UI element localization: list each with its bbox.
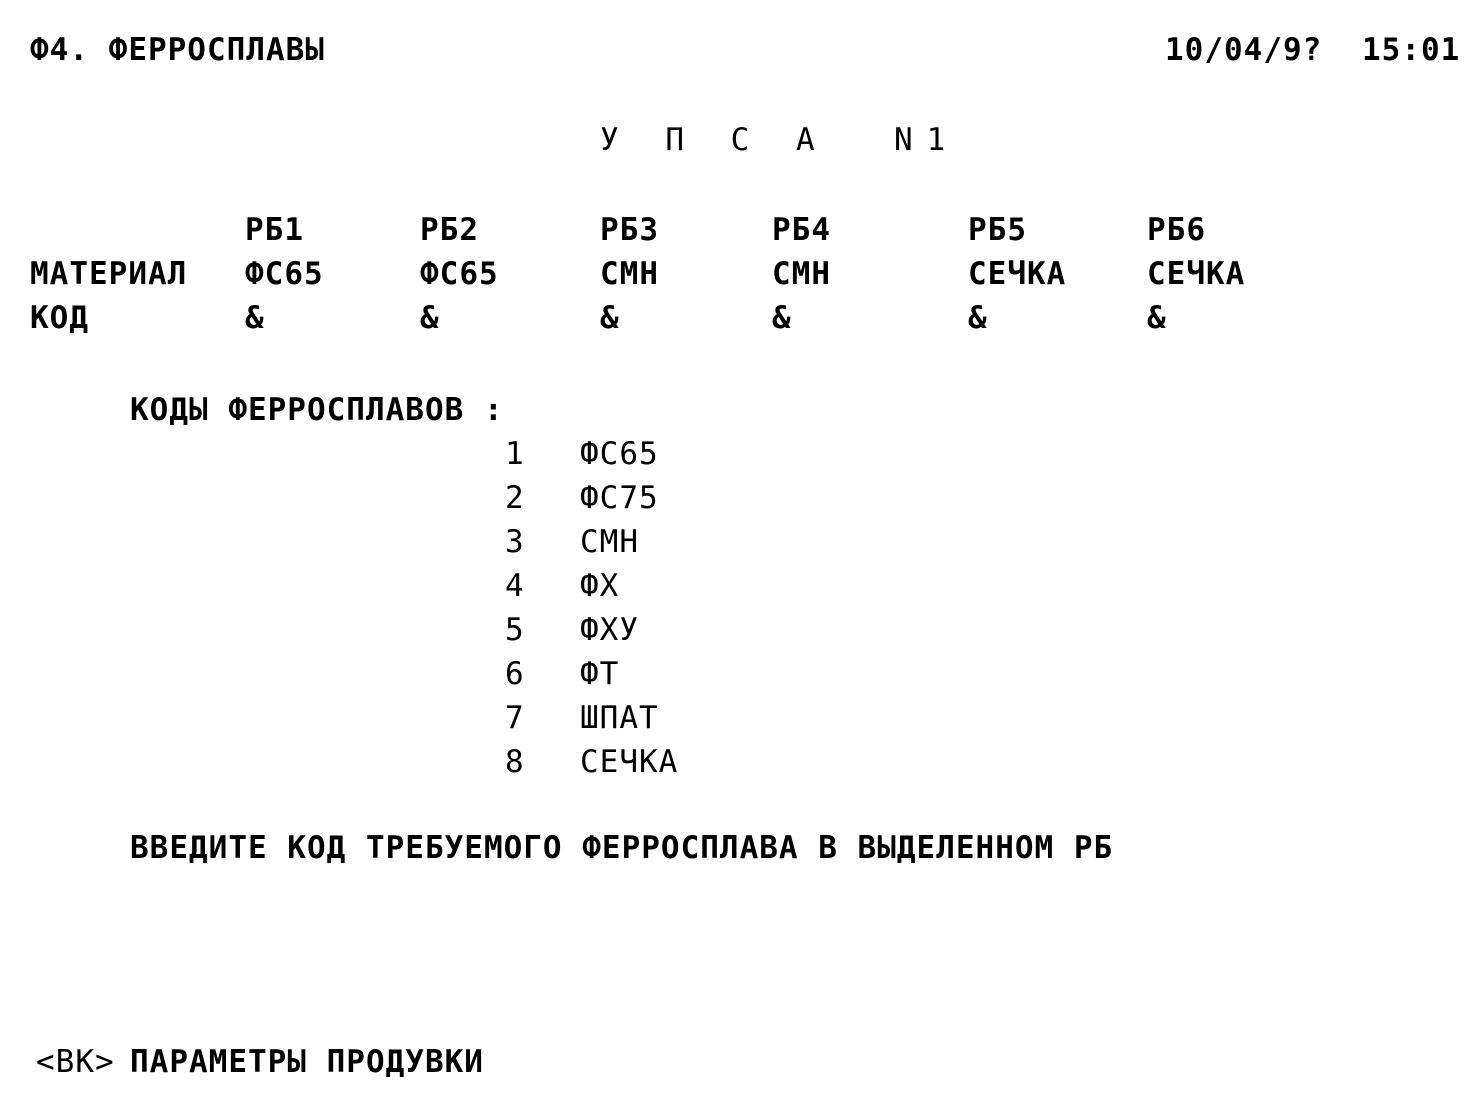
code-name: ФТ xyxy=(580,656,620,692)
code-name: ФХ xyxy=(580,568,620,604)
unit-title: У П С А N1 xyxy=(600,122,960,158)
bunker-code-field-rb4[interactable]: & xyxy=(772,300,792,336)
bunker-code-field-rb6[interactable]: & xyxy=(1147,300,1167,336)
code-number: 1 xyxy=(505,436,525,472)
bunker-header-rb2: РБ2 xyxy=(420,212,479,248)
time-display: 15:01 xyxy=(1362,32,1461,68)
date-display: 10/04/9? xyxy=(1165,32,1323,68)
bunker-material-rb3: СМН xyxy=(600,256,659,292)
code-row-label: КОД xyxy=(30,300,89,336)
bunker-header-rb5: РБ5 xyxy=(968,212,1027,248)
bunker-header-rb4: РБ4 xyxy=(772,212,831,248)
code-number: 6 xyxy=(505,656,525,692)
instruction-text: ВВЕДИТЕ КОД ТРЕБУЕМОГО ФЕРРОСПЛАВА В ВЫДЕЛЕННОМ РБ xyxy=(130,830,1114,866)
bunker-header-rb6: РБ6 xyxy=(1147,212,1206,248)
code-name: ШПАТ xyxy=(580,700,659,736)
screen-title: Ф4. ФЕРРОСПЛАВЫ xyxy=(30,32,325,68)
code-number: 3 xyxy=(505,524,525,560)
bunker-code-field-rb2[interactable]: & xyxy=(420,300,440,336)
material-row-label: МАТЕРИАЛ xyxy=(30,256,188,292)
bunker-header-rb3: РБ3 xyxy=(600,212,659,248)
bunker-code-field-rb1[interactable]: & xyxy=(245,300,265,336)
bunker-code-field-rb5[interactable]: & xyxy=(968,300,988,336)
bunker-material-rb2: ФС65 xyxy=(420,256,499,292)
codes-heading: КОДЫ ФЕРРОСПЛАВОВ : xyxy=(130,392,504,428)
code-name: ФС65 xyxy=(580,436,659,472)
code-name: ФХУ xyxy=(580,612,639,648)
code-name: СМН xyxy=(580,524,639,560)
bunker-material-rb4: СМН xyxy=(772,256,831,292)
enter-key-hint[interactable]: <ВК> xyxy=(36,1044,115,1080)
code-number: 2 xyxy=(505,480,525,516)
code-number: 7 xyxy=(505,700,525,736)
code-number: 4 xyxy=(505,568,525,604)
code-number: 8 xyxy=(505,744,525,780)
blow-parameters-link[interactable]: ПАРАМЕТРЫ ПРОДУВКИ xyxy=(130,1044,484,1080)
bunker-material-rb5: СЕЧКА xyxy=(968,256,1067,292)
bunker-header-rb1: РБ1 xyxy=(245,212,304,248)
code-name: ФС75 xyxy=(580,480,659,516)
code-number: 5 xyxy=(505,612,525,648)
bunker-code-field-rb3[interactable]: & xyxy=(600,300,620,336)
code-name: СЕЧКА xyxy=(580,744,679,780)
bunker-material-rb1: ФС65 xyxy=(245,256,324,292)
bunker-material-rb6: СЕЧКА xyxy=(1147,256,1246,292)
